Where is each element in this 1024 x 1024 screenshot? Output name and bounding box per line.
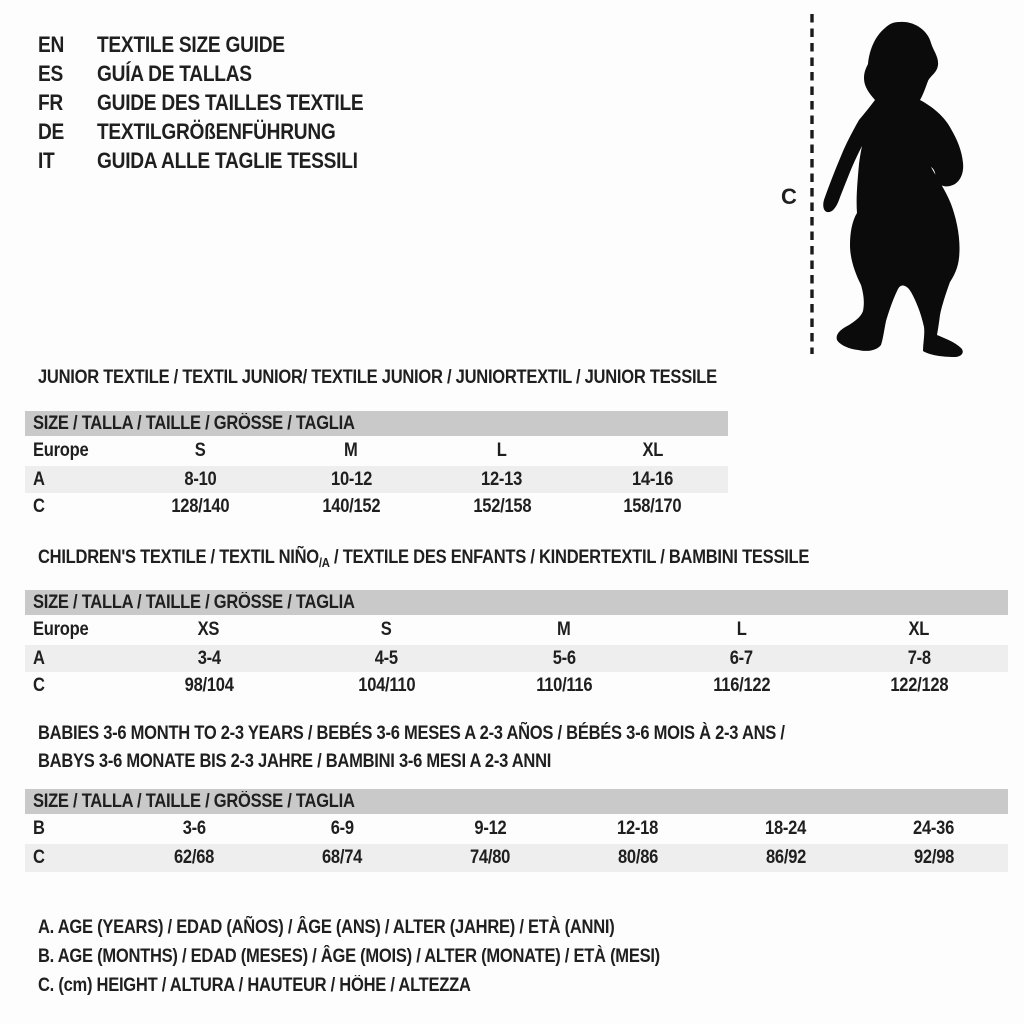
legend-line-a-text: A. AGE (YEARS) / EDAD (AÑOS) / ÂGE (ANS) / ALTER (JAHRE) / ETÀ (ANNI) (38, 917, 615, 938)
size-cell-text: S (194, 440, 206, 461)
value-cell-text: 80/86 (617, 847, 659, 868)
value-cell-text: 5-6 (552, 647, 576, 669)
toddler-silhouette-svg (774, 4, 1024, 366)
row-label-text: Europe (33, 619, 89, 640)
language-title-block (38, 30, 403, 175)
toddler-silhouette (823, 22, 963, 357)
value-cell (860, 847, 1008, 869)
size-cell (653, 619, 831, 641)
language-row-fr (38, 88, 403, 117)
value-cell (427, 469, 578, 491)
size-cell-text: M (557, 619, 571, 640)
language-code (38, 59, 97, 88)
value-cell (475, 675, 653, 697)
size-table-babies (25, 789, 1008, 872)
section-title-children-text (38, 546, 809, 575)
table-row-age-months (25, 814, 1008, 844)
value-cell (564, 818, 712, 840)
value-cell-text: 140/152 (322, 496, 381, 517)
row-label-cell (25, 440, 125, 462)
value-cell-text: 122/128 (890, 675, 949, 696)
section-title-babies-line2: BABYS 3-6 MONATE BIS 2-3 JAHRE / BAMBINI 3-6 MESI A 2-3 ANNI (38, 751, 552, 772)
page-title: TEXTILE SIZE GUIDE (97, 32, 285, 57)
language-code (38, 146, 97, 175)
value-cell (276, 469, 427, 491)
language-code-text: IT (38, 148, 55, 173)
table-row-height (25, 672, 1008, 700)
table-row-age (25, 466, 728, 493)
value-cell (860, 818, 1008, 840)
section-title-babies-line1: BABIES 3-6 MONTH TO 2-3 YEARS / BEBÉS 3-6 MESES A 2-3 AÑOS / BÉBÉS 3-6 MOIS À 2-3 ANS / (38, 723, 785, 744)
value-cell-text: 12-13 (481, 468, 523, 490)
size-cell (427, 440, 578, 462)
row-label-text: A (33, 647, 45, 669)
section-title-junior-text: JUNIOR TEXTILE / TEXTIL JUNIOR/ TEXTILE JUNIOR / JUNIORTEXTIL / JUNIOR TESSILE (38, 367, 717, 388)
size-table-junior (25, 411, 728, 521)
value-cell (564, 847, 712, 869)
legend-line-a (38, 913, 753, 942)
value-cell (830, 648, 1008, 670)
row-label-text: A (33, 468, 45, 490)
table-header-bar (25, 789, 1008, 814)
legend-block (38, 913, 753, 1000)
value-cell-text: 4-5 (374, 647, 398, 669)
table-row-europe (25, 615, 1008, 645)
row-label-cell (25, 469, 125, 491)
value-cell-text: 68/74 (321, 847, 363, 868)
row-label-cell (25, 818, 120, 840)
language-code-text: FR (38, 90, 63, 115)
row-label-cell (25, 847, 120, 869)
row-label-text: C (33, 496, 45, 517)
value-cell-text: 7-8 (907, 647, 931, 669)
title-suffix: / TEXTILE DES ENFANTS / KINDERTEXTIL / BAMBINI TESSILE (329, 547, 810, 568)
legend-line-c-text: C. (cm) HEIGHT / ALTURA / HAUTEUR / HÖHE / ALTEZZA (38, 975, 471, 996)
page-title-it: GUIDA ALLE TAGLIE TESSILI (97, 148, 358, 173)
value-cell-text: 98/104 (184, 675, 234, 696)
legend-line-c (38, 971, 753, 1000)
value-cell-text: 14-16 (632, 468, 674, 490)
section-title-babies (38, 720, 896, 776)
value-cell (653, 675, 831, 697)
table-row-height (25, 844, 1008, 872)
legend-line-b (38, 942, 753, 971)
row-label-text: C (33, 847, 45, 868)
value-cell-text: 92/98 (913, 847, 955, 868)
language-code-text: DE (38, 119, 65, 144)
value-cell-text: 18-24 (765, 818, 807, 839)
value-cell-text: 158/170 (623, 496, 682, 517)
table-row-age (25, 645, 1008, 672)
language-code-text: ES (38, 61, 64, 86)
section-title-junior (38, 366, 818, 390)
title-subscript: /A (318, 555, 330, 570)
value-cell (830, 675, 1008, 697)
value-cell-text: 10-12 (330, 468, 372, 490)
value-cell-text: 24-36 (913, 818, 955, 839)
size-cell (298, 619, 476, 641)
section-title-children (38, 546, 924, 575)
table-header-bar (25, 411, 728, 436)
row-label-cell (25, 675, 120, 697)
value-cell (268, 818, 416, 840)
toddler-figure (774, 4, 1024, 366)
row-label-cell (25, 496, 125, 518)
value-cell-text: 74/80 (469, 847, 511, 868)
value-cell (712, 847, 860, 869)
row-label-text: C (33, 675, 45, 696)
value-cell (577, 496, 728, 518)
value-cell (298, 675, 476, 697)
row-label-cell (25, 648, 120, 670)
page-title-de: TEXTILGRÖßENFÜHRUNG (97, 119, 336, 144)
value-cell-text: 6-9 (330, 818, 354, 839)
value-cell (416, 818, 564, 840)
value-cell (416, 847, 564, 869)
size-cell (830, 619, 1008, 641)
value-cell-text: 128/140 (171, 496, 230, 517)
value-cell (712, 818, 860, 840)
language-code (38, 117, 97, 146)
size-cell-text: M (344, 440, 358, 461)
row-label-text: B (33, 818, 45, 839)
size-cell-text: XS (198, 619, 220, 640)
value-cell-text: 6-7 (730, 647, 754, 669)
value-cell-text: 8-10 (184, 468, 217, 490)
height-measure-label: C (781, 184, 797, 209)
legend-line-b-text: B. AGE (MONTHS) / EDAD (MESES) / ÂGE (MOIS) / ALTER (MONATE) / ETÀ (MESI) (38, 946, 660, 967)
value-cell-text: 3-6 (182, 818, 206, 839)
size-cell-text: S (381, 619, 392, 640)
table-row-height (25, 493, 728, 521)
size-cell-text: L (736, 619, 747, 640)
size-cell (276, 440, 427, 462)
title-prefix: CHILDREN'S TEXTILE / TEXTIL NIÑO (38, 547, 319, 568)
value-cell-text: 12-18 (617, 818, 659, 839)
value-cell (276, 496, 427, 518)
language-row-de (38, 117, 403, 146)
value-cell (125, 469, 276, 491)
size-cell-text: XL (908, 619, 930, 640)
value-cell (475, 648, 653, 670)
size-cell (120, 619, 298, 641)
size-cell-text: L (496, 440, 507, 461)
size-table-children (25, 590, 1008, 700)
row-label-text: Europe (33, 440, 89, 461)
language-row-it (38, 146, 403, 175)
value-cell (653, 648, 831, 670)
value-cell (120, 648, 298, 670)
value-cell (120, 675, 298, 697)
language-code-text: EN (38, 32, 65, 57)
value-cell-text: 116/122 (713, 675, 771, 696)
value-cell-text: 110/116 (535, 675, 593, 696)
value-cell (268, 847, 416, 869)
value-cell-text: 152/158 (472, 496, 531, 517)
value-cell-text: 86/92 (765, 847, 807, 868)
table-row-europe (25, 436, 728, 466)
language-code (38, 30, 97, 59)
language-row-es (38, 59, 403, 88)
size-cell (475, 619, 653, 641)
size-cell (125, 440, 276, 462)
value-cell (120, 847, 268, 869)
row-label-cell (25, 619, 120, 641)
table-header-bar (25, 590, 1008, 615)
value-cell-text: 3-4 (197, 647, 221, 669)
page-title-es: GUÍA DE TALLAS (97, 61, 252, 86)
value-cell-text: 104/110 (357, 675, 415, 696)
value-cell (577, 469, 728, 491)
language-code (38, 88, 97, 117)
value-cell-text: 62/68 (173, 847, 215, 868)
value-cell (427, 496, 578, 518)
size-cell (577, 440, 728, 462)
value-cell (125, 496, 276, 518)
language-row-en (38, 30, 403, 59)
value-cell (298, 648, 476, 670)
value-cell (120, 818, 268, 840)
page-title-fr: GUIDE DES TAILLES TEXTILE (97, 90, 364, 115)
table-header-text: SIZE / TALLA / TAILLE / GRÖSSE / TAGLIA (33, 791, 355, 812)
table-header-text: SIZE / TALLA / TAILLE / GRÖSSE / TAGLIA (33, 592, 355, 613)
size-cell-text: XL (642, 440, 663, 461)
value-cell-text: 9-12 (473, 818, 507, 839)
table-header-text: SIZE / TALLA / TAILLE / GRÖSSE / TAGLIA (33, 413, 355, 434)
